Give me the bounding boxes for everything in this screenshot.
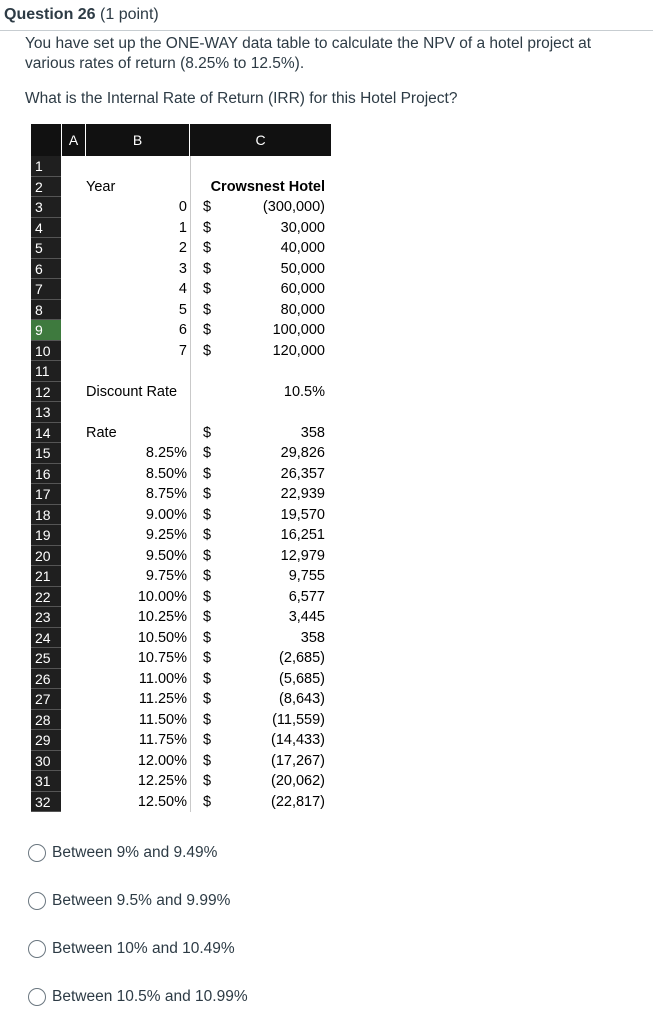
row-number: 12	[31, 382, 61, 403]
table-npv: 358	[300, 629, 325, 646]
spreadsheet-image	[31, 124, 331, 814]
cashflow-value: 40,000	[280, 240, 325, 256]
table-row	[61, 648, 331, 669]
table-currency: $	[203, 670, 212, 687]
cashflow-currency: $	[203, 219, 212, 236]
table-rate: 9.50%	[145, 547, 187, 564]
table-npv: 22,939	[280, 486, 325, 502]
table-currency: $	[203, 506, 212, 523]
row-number: 9	[31, 320, 61, 341]
option-label: Between 10% and 10.49%	[52, 940, 235, 957]
row-number: 17	[31, 484, 61, 505]
row-number: 26	[31, 669, 61, 690]
table-rate: 11.50%	[138, 711, 187, 728]
cashflow-year: 2	[178, 240, 187, 256]
question-points: (1 point)	[100, 6, 159, 23]
table-row	[61, 587, 331, 608]
table-row	[61, 689, 331, 710]
table-npv: (22,817)	[270, 793, 325, 810]
table-npv: 9,755	[288, 568, 325, 584]
table-rate: 11.25%	[138, 691, 187, 707]
rate-header-currency: $	[203, 424, 212, 441]
table-npv: (20,062)	[270, 773, 325, 789]
table-row	[61, 751, 331, 772]
cashflow-row	[61, 300, 331, 321]
cashflow-currency: $	[203, 281, 212, 297]
cashflow-row	[61, 279, 331, 300]
table-row	[61, 792, 331, 813]
row-number: 22	[31, 587, 61, 608]
row-number: 8	[31, 300, 61, 321]
table-row	[61, 484, 331, 505]
table-row	[61, 525, 331, 546]
row-number: 6	[31, 259, 61, 280]
table-row	[61, 505, 331, 526]
table-npv: 26,357	[280, 465, 325, 482]
question-text: You have set up the ONE-WAY data table to calculate the NPV of a hotel project at various rates of return (8.25% to 12.5%).	[25, 35, 592, 72]
sheet-grid	[61, 156, 331, 812]
table-row	[61, 464, 331, 485]
sheet-row-13	[61, 402, 331, 423]
table-npv: 29,826	[280, 445, 325, 461]
row-number: 20	[31, 546, 61, 567]
cashflow-year: 7	[178, 342, 187, 359]
discount-rate-value: 10.5%	[283, 383, 325, 400]
discount-rate-label: Discount Rate	[86, 383, 178, 400]
table-npv: 3,445	[288, 609, 325, 625]
row-number: 4	[31, 218, 61, 239]
cashflow-year: 0	[178, 199, 187, 215]
row-number: 19	[31, 525, 61, 546]
cashflow-year: 5	[178, 301, 187, 318]
option-label: Between 9% and 9.49%	[52, 844, 218, 861]
table-row	[61, 546, 331, 567]
cashflow-row	[61, 197, 331, 218]
table-currency: $	[203, 793, 212, 810]
hotel-label: Crowsnest Hotel	[210, 178, 325, 195]
table-rate: 12.50%	[137, 793, 187, 810]
table-row	[61, 566, 331, 587]
header-divider	[0, 30, 653, 31]
row-number: 27	[31, 689, 61, 710]
table-row	[61, 771, 331, 792]
radio-button[interactable]	[28, 940, 46, 958]
table-currency: $	[203, 445, 212, 461]
column-header-c: C	[190, 124, 331, 156]
cashflow-value: 50,000	[280, 260, 325, 277]
table-row	[61, 710, 331, 731]
cashflow-value: 30,000	[280, 219, 325, 236]
cashflow-currency: $	[203, 301, 212, 318]
table-npv: (8,643)	[279, 691, 325, 707]
table-currency: $	[203, 527, 212, 543]
row-number: 10	[31, 341, 61, 362]
radio-button[interactable]	[28, 892, 46, 910]
table-row	[61, 730, 331, 751]
row-number: 25	[31, 648, 61, 669]
question-header	[4, 6, 159, 24]
row-number: 1	[31, 156, 61, 177]
sheet-row-12	[61, 382, 331, 403]
row-number: 18	[31, 505, 61, 526]
cashflow-year: 4	[178, 281, 187, 297]
table-rate: 10.75%	[137, 650, 187, 666]
option-3[interactable]	[28, 940, 235, 958]
row-number-column	[31, 156, 61, 812]
row-number: 5	[31, 238, 61, 259]
row-number: 23	[31, 607, 61, 628]
cashflow-value: 120,000	[272, 342, 325, 359]
table-row	[61, 628, 331, 649]
table-currency: $	[203, 752, 212, 769]
table-rate: 8.75%	[145, 486, 187, 502]
question-title: Question 26	[4, 6, 96, 23]
cashflow-row	[61, 341, 331, 362]
table-rate: 10.00%	[137, 588, 187, 605]
row-number: 29	[31, 730, 61, 751]
table-rate: 8.25%	[145, 445, 187, 461]
radio-button[interactable]	[28, 988, 46, 1006]
table-npv: (14,433)	[270, 732, 325, 748]
cashflow-currency: $	[203, 342, 212, 359]
rate-header-npv: 358	[300, 424, 325, 441]
table-rate: 11.75%	[138, 732, 187, 748]
table-npv: (17,267)	[270, 752, 325, 769]
table-rate: 12.00%	[137, 752, 187, 769]
cashflow-value: (300,000)	[262, 199, 325, 215]
table-rate: 10.25%	[137, 609, 187, 625]
table-row	[61, 443, 331, 464]
option-2[interactable]	[28, 892, 230, 910]
table-rate: 9.25%	[145, 527, 187, 543]
table-npv: 19,570	[280, 506, 325, 523]
table-currency: $	[203, 732, 212, 748]
table-currency: $	[203, 588, 212, 605]
sheet-row-2	[61, 177, 331, 198]
row-number: 24	[31, 628, 61, 649]
option-1[interactable]	[28, 844, 217, 862]
row-number: 3	[31, 197, 61, 218]
table-currency: $	[203, 547, 212, 564]
table-row	[61, 669, 331, 690]
cashflow-year: 3	[178, 260, 187, 277]
row-number: 28	[31, 710, 61, 731]
table-currency: $	[203, 691, 212, 707]
table-rate: 11.00%	[138, 670, 187, 687]
table-rate: 8.50%	[145, 465, 187, 482]
table-npv: (2,685)	[279, 650, 325, 666]
table-npv: (11,559)	[272, 711, 325, 728]
cashflow-value: 80,000	[280, 301, 325, 318]
table-npv: (5,685)	[279, 670, 325, 687]
table-rate: 9.75%	[145, 568, 187, 584]
row-number: 2	[31, 177, 61, 198]
sheet-row-14	[61, 423, 331, 444]
row-number: 16	[31, 464, 61, 485]
cashflow-currency: $	[203, 199, 212, 215]
option-label: Between 10.5% and 10.99%	[52, 988, 248, 1005]
cashflow-value: 60,000	[280, 281, 325, 297]
table-currency: $	[203, 568, 212, 584]
row-number: 31	[31, 771, 61, 792]
table-currency: $	[203, 650, 212, 666]
cashflow-year: 6	[178, 322, 187, 338]
table-row	[61, 607, 331, 628]
column-header-a: A	[62, 124, 85, 156]
table-currency: $	[203, 629, 212, 646]
option-4[interactable]	[28, 988, 248, 1006]
cashflow-row	[61, 218, 331, 239]
year-label: Year	[86, 178, 116, 195]
cashflow-year: 1	[178, 219, 187, 236]
table-rate: 10.50%	[137, 629, 187, 646]
table-currency: $	[203, 773, 212, 789]
table-rate: 12.25%	[137, 773, 187, 789]
cashflow-currency: $	[203, 240, 212, 256]
row-number: 13	[31, 402, 61, 423]
table-npv: 12,979	[280, 547, 325, 564]
cashflow-row	[61, 259, 331, 280]
column-header-b: B	[86, 124, 189, 156]
rate-label: Rate	[86, 424, 117, 441]
cashflow-currency: $	[203, 322, 212, 338]
row-number: 30	[31, 751, 61, 772]
row-number: 15	[31, 443, 61, 464]
cashflow-row	[61, 320, 331, 341]
table-currency: $	[203, 609, 212, 625]
corner-header	[31, 124, 61, 156]
row-number: 7	[31, 279, 61, 300]
table-rate: 9.00%	[145, 506, 187, 523]
row-number: 14	[31, 423, 61, 444]
option-label: Between 9.5% and 9.99%	[52, 892, 231, 909]
table-currency: $	[203, 711, 212, 728]
table-currency: $	[203, 465, 212, 482]
radio-button[interactable]	[28, 844, 46, 862]
sheet-row-1	[61, 156, 331, 177]
question-prompt: What is the Internal Rate of Return (IRR) for this Hotel Project?	[25, 90, 458, 107]
table-npv: 16,251	[280, 527, 325, 543]
cashflow-currency: $	[203, 260, 212, 277]
table-npv: 6,577	[288, 588, 325, 605]
row-number: 21	[31, 566, 61, 587]
sheet-row-11	[61, 361, 331, 382]
row-number: 11	[31, 361, 61, 382]
row-number: 32	[31, 792, 61, 813]
cashflow-row	[61, 238, 331, 259]
table-currency: $	[203, 486, 212, 502]
cashflow-value: 100,000	[272, 322, 325, 338]
